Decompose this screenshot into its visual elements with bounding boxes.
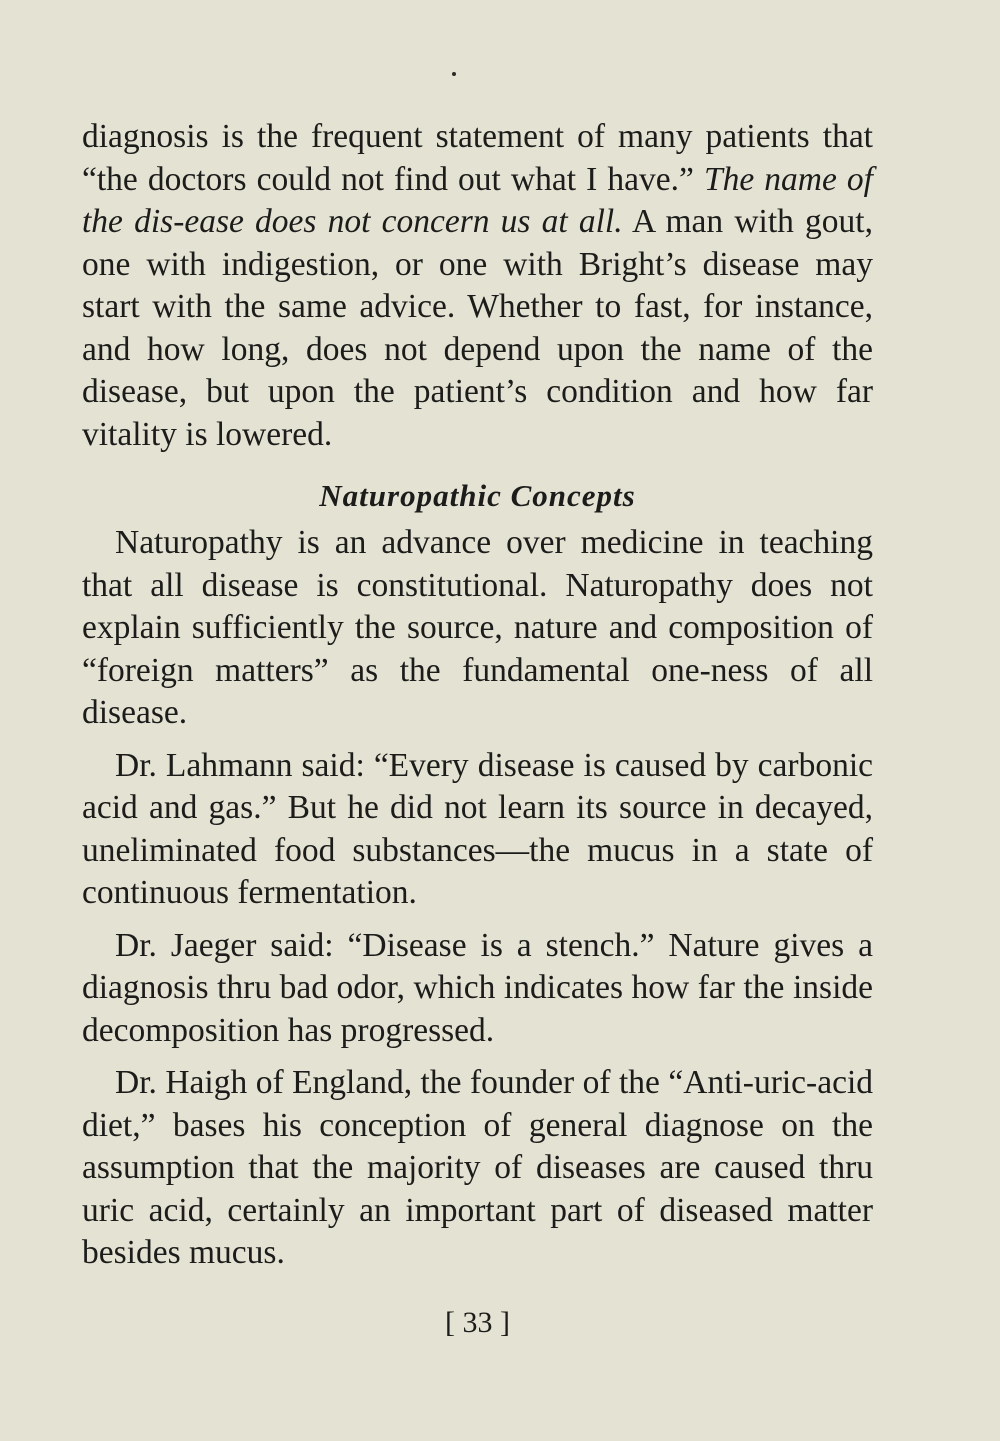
paragraph-lahmann: Dr. Lahmann said: “Every disease is caused by carbonic acid and gas.” But he did not learn its source in decayed, uneliminated food substances—the mucus in a state of continuous fermentation. [82, 746, 873, 911]
paragraph-text: diagnosis is the frequent statement of many patients that “the doctors could not find out what I have.” [82, 118, 873, 198]
top-ornament-dot [452, 72, 456, 76]
continued-paragraph [82, 116, 873, 456]
section-heading: Naturopathic Concepts [319, 478, 636, 513]
paragraph-naturopathy: Naturopathy is an advance over medicine in teaching that all disease is constitutional. Naturopathy does not explain sufficiently the source, nature and composition of “foreign matters” as the fundamental one-ness of all disease. [82, 524, 873, 731]
paragraph-text: A man with gout, one with indigestion, or one with Bright’s disease may start with the same advice. Whether to fast, for instance, and how long, does not depend upon the name of the disease, but upon the patient’s condition and how far vitality is lowered. [82, 203, 873, 453]
paragraph-jaeger: Dr. Jaeger said: “Disease is a stench.” Nature gives a diagnosis thru bad odor, which indicates how far the inside decomposition has progressed. [82, 926, 873, 1049]
page-body [82, 116, 873, 1275]
book-page [82, 0, 873, 1441]
page-number: [ 33 ] [445, 1306, 510, 1339]
paragraph-haigh: Dr. Haigh of England, the founder of the “Anti-uric-acid diet,” bases his conception of general diagnose on the assumption that the majority of diseases are caused thru uric acid, certainly an important part of diseased matter besides mucus. [82, 1064, 873, 1271]
emphasized-text: The name of the dis-ease does not concern us at all. [82, 160, 873, 240]
